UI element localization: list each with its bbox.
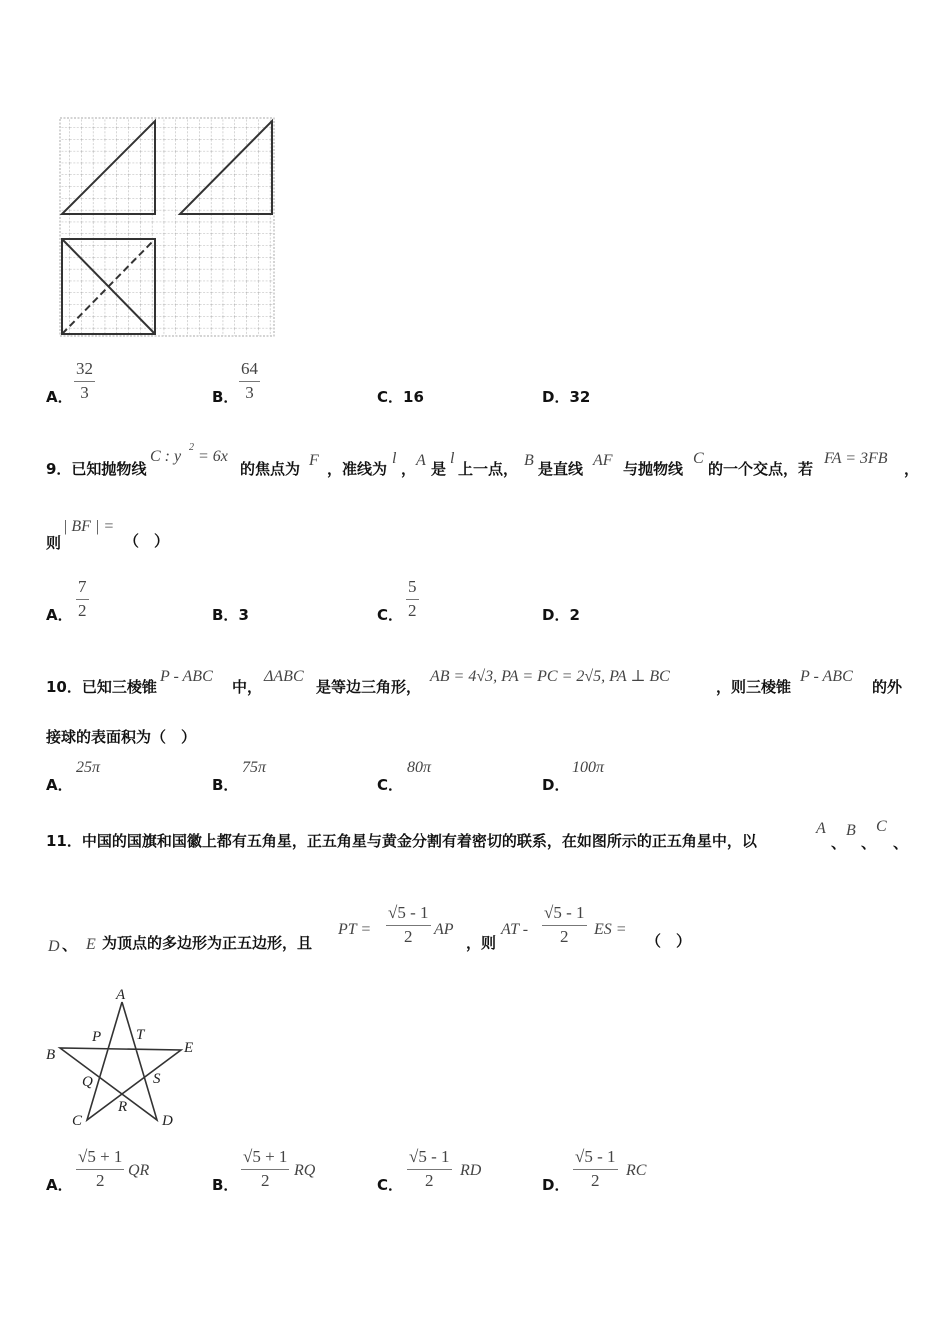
q10-option-d-value: 100π — [572, 759, 605, 776]
q10-option-b-label: B． — [212, 776, 239, 794]
q11-option-d-label: D． — [542, 1176, 570, 1194]
q11-option-a-label: A． — [46, 1176, 73, 1194]
star-label-p: P — [92, 1029, 102, 1045]
q11-stem-line1: 11．中国的国旗和国徽上都有五角星，正五角星与黄金分割有着密切的联系，在如图所示的正五角星中，以 A 、 B 、 C 、 — [46, 818, 909, 852]
q9-stem-line1: 9．已知抛物线 C : y 2 = 6x 的焦点为 F ，准线为 l ， A 是 l 上一点， B 是直线 AF 与抛物线 C 的一个交点，若 FA = 3FB ， — [46, 442, 920, 478]
q10-option-a-label: A． — [46, 776, 73, 794]
q11-option-b-frac: $\frac{√5 + 1}{2}$ — [243, 1147, 288, 1190]
q10-option-a-value: 25π — [76, 759, 101, 776]
q10-option-c-value: 80π — [407, 759, 432, 776]
q8-option-d: D．32 — [542, 388, 591, 406]
q9-option-a-label: A． — [46, 606, 73, 624]
q10-stem-line2: 接球的表面积为（ ） — [46, 728, 197, 746]
q9-option-b: B．3 — [212, 606, 249, 624]
q11-option-d-frac: $\frac{√5 - 1}{2}$ — [575, 1147, 616, 1190]
q8-option-c: C．16 — [377, 388, 424, 406]
star-label-b: B — [46, 1047, 56, 1063]
q9-stem-line2: 则 | BF | = （ ） — [46, 518, 170, 552]
star-label-q: Q — [82, 1074, 93, 1090]
q9-option-d: D．2 — [542, 606, 580, 624]
star-label-r: R — [118, 1099, 128, 1115]
q10-option-c-label: C． — [377, 776, 404, 794]
q8-option-b-value: $\frac{64}{3}$ — [241, 359, 258, 402]
q10-stem-line1: 10．已知三棱锥 P - ABC 中， ΔABC 是等边三角形， AB = 4√3, PA = PC = 2√5, PA ⊥ BC ，则三棱锥 P - ABC 的外 — [46, 668, 903, 696]
q11-stem-line2: D 、 E 为顶点的多边形为正五边形，且 PT = $\frac{√5 - 1}{2}$ AP ，则 AT - $\frac{√5 - 1}{2}$ ES = （ ） — [48, 903, 692, 955]
star-label-e: E — [184, 1040, 194, 1056]
star-label-s: S — [153, 1071, 161, 1087]
q10-option-b-value: 75π — [242, 759, 267, 776]
q11-option-c-frac: $\frac{√5 - 1}{2}$ — [409, 1147, 450, 1190]
three-view-figure — [58, 116, 276, 338]
q11-option-b-vector: RQ — [294, 1162, 316, 1179]
pentagram-figure — [40, 984, 210, 1130]
star-label-a: A — [116, 987, 126, 1003]
q11-option-d-vector: RC — [626, 1162, 647, 1179]
star-label-c: C — [72, 1113, 83, 1129]
q8-option-b-label: B． — [212, 388, 239, 406]
q11-option-b-label: B． — [212, 1176, 239, 1194]
q8-option-a-label: A． — [46, 388, 73, 406]
q11-option-a-vector: QR — [128, 1162, 150, 1179]
q8-option-a-value: $\frac{32}{3}$ — [76, 359, 93, 402]
q9-option-a-value: $\frac{7}{2}$ — [78, 577, 87, 620]
q11-option-a-frac: $\frac{√5 + 1}{2}$ — [78, 1147, 123, 1190]
q10-option-d-label: D． — [542, 776, 570, 794]
q9-option-c-value: $\frac{5}{2}$ — [408, 577, 417, 620]
q11-option-c-label: C． — [377, 1176, 404, 1194]
q11-option-c-vector: RD — [460, 1162, 482, 1179]
star-label-d: D — [162, 1113, 173, 1129]
star-label-t: T — [136, 1027, 145, 1043]
q9-option-c-label: C． — [377, 606, 404, 624]
